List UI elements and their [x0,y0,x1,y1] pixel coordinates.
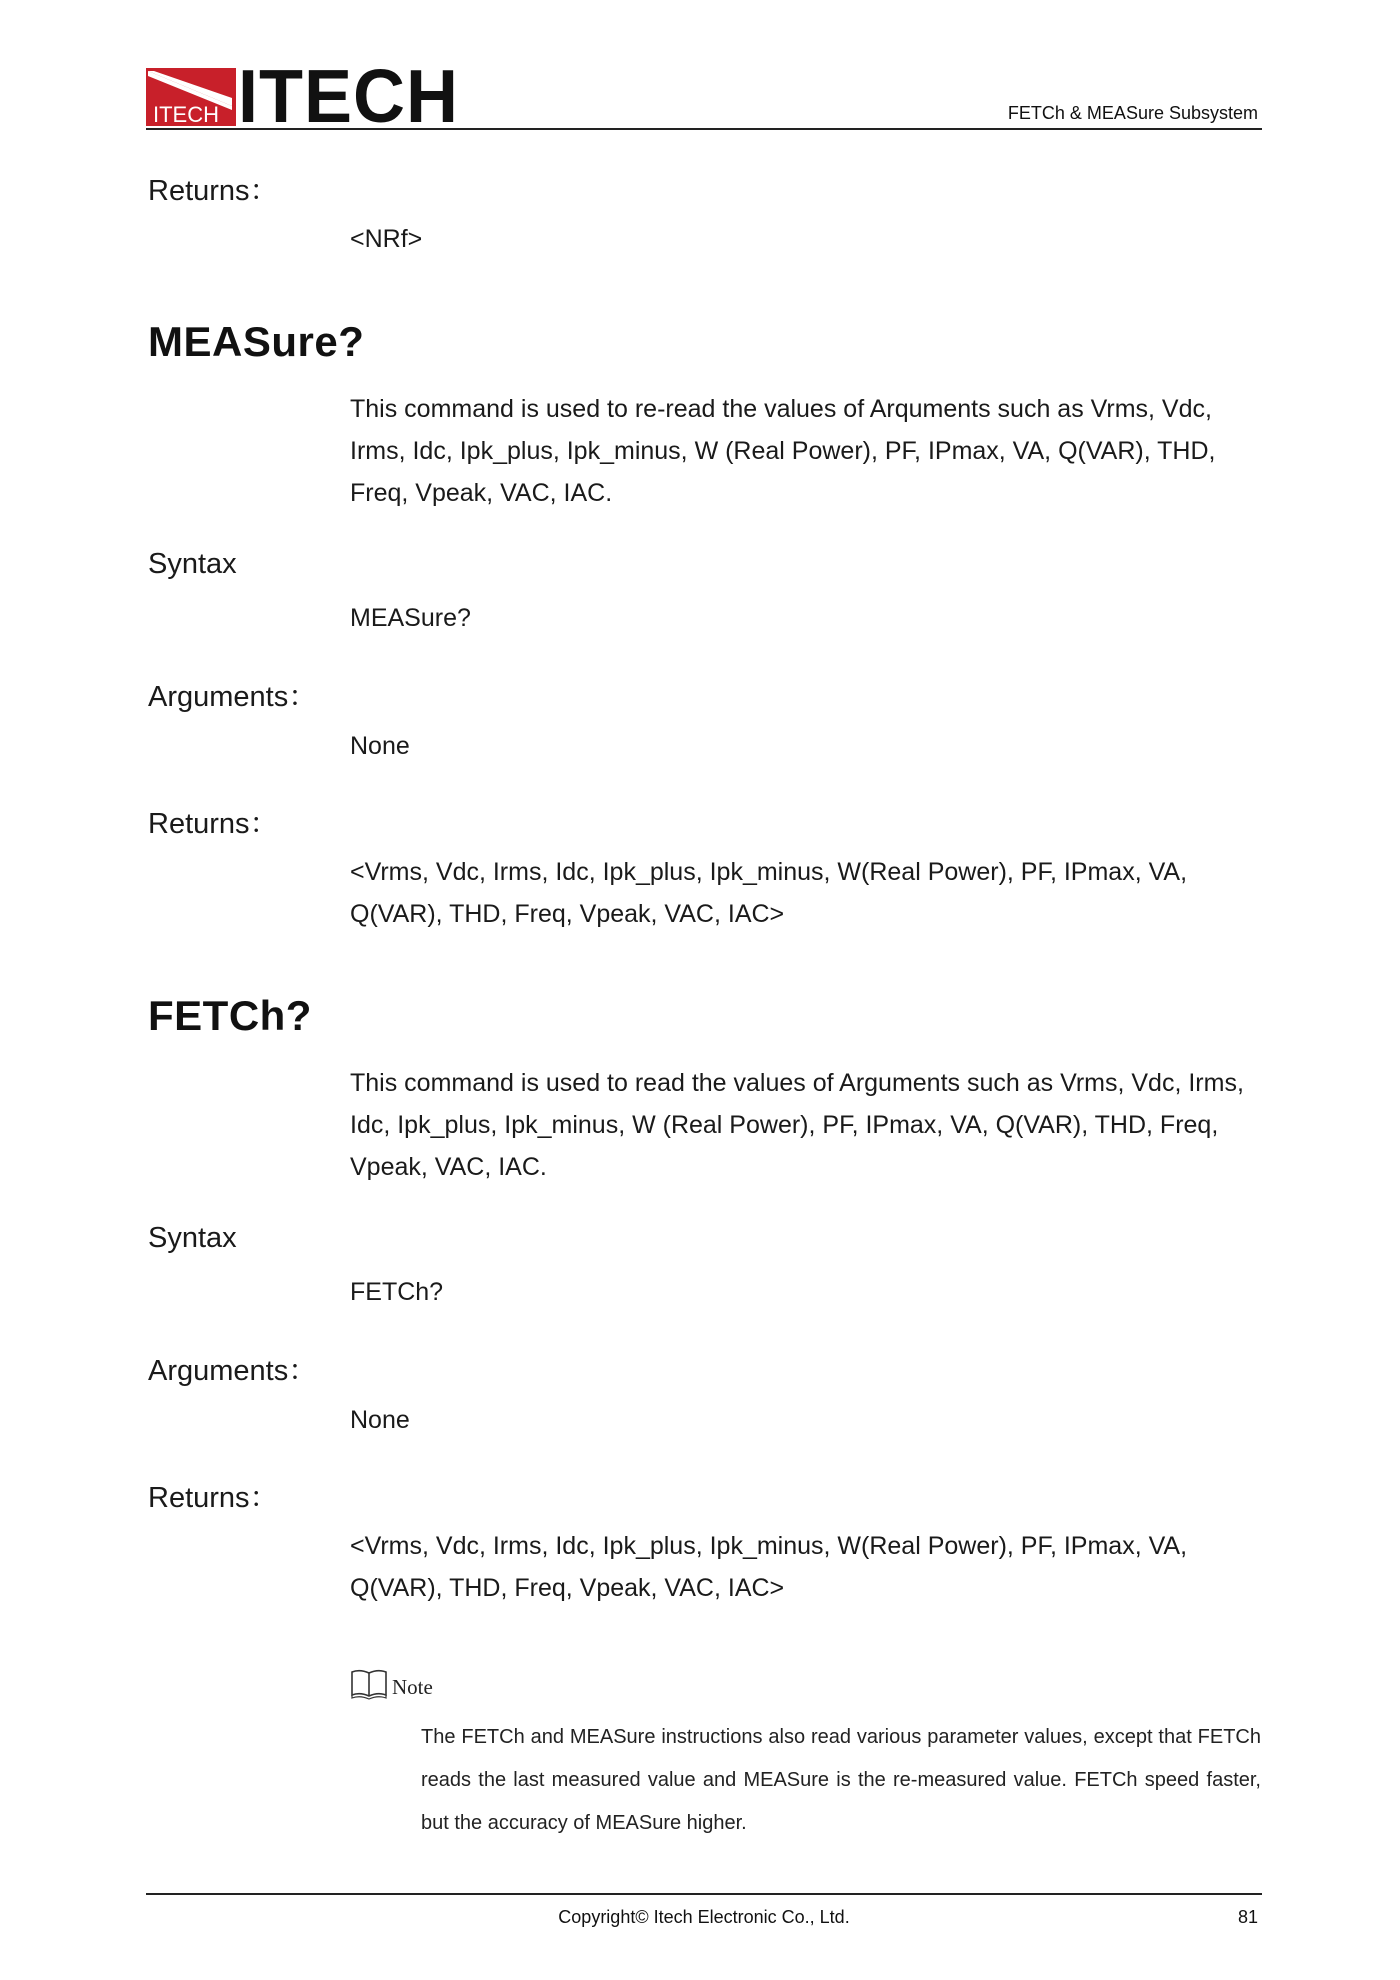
logo-triangle-icon [146,68,236,126]
measure-arguments-value: None [350,732,410,760]
header-section-title: FETCh & MEASure Subsystem [1007,103,1258,123]
measure-arguments-label: Arguments： [148,681,318,713]
page-number: 81 [1237,1907,1258,1927]
fetch-arguments-label: Arguments： [148,1355,318,1387]
measure-syntax-label: Syntax [148,548,237,580]
logo-mark [146,68,236,126]
measure-syntax-value: MEASure? [350,604,471,632]
fetch-arguments-value: None [350,1406,410,1434]
fetch-returns-value: <Vrms, Vdc, Irms, Idc, Ipk_plus, Ipk_minus, W(Real Power), PF, IPmax, VA, Q(VAR), THD, Freq, Vpeak, VAC, IAC> [350,1532,1188,1602]
note-text: The FETCh and MEASure instructions also read various parameter values, except that FETCh reads the last measured value and MEASure is the re-measured value. FETCh speed faster, but the accuracy of MEASure higher. [421,1726,1261,1834]
fetch-returns-label: Returns： [148,1482,279,1514]
prev-returns-label: Returns： [148,175,279,207]
measure-returns-value: <Vrms, Vdc, Irms, Idc, Ipk_plus, Ipk_minus, W(Real Power), PF, IPmax, VA, Q(VAR), THD, Freq, Vpeak, VAC, IAC> [350,858,1188,928]
footer-copyright: Copyright© Itech Electronic Co., Ltd. [558,1907,850,1927]
logo-word: ITECH [238,55,459,139]
measure-heading: MEASure? [148,318,365,365]
fetch-description: This command is used to read the values of Arguments such as Vrms, Vdc, Irms, Idc, Ipk_plus, Ipk_minus, W (Real Power), PF, IPmax, VA, Q(VAR), THD, Freq, Vpeak, VAC, IAC. [350,1069,1244,1181]
measure-returns-label: Returns： [148,808,279,840]
note-header [350,1668,433,1700]
page-header [146,55,1262,139]
fetch-heading: FETCh? [148,992,312,1039]
itech-logo [146,55,459,139]
book-icon [350,1668,388,1700]
note-label: Note [392,1675,433,1699]
measure-description: This command is used to re-read the values of Arquments such as Vrms, Vdc, Irms, Idc, Ipk_plus, Ipk_minus, W (Real Power), PF, IPmax, VA, Q(VAR), THD, Freq, Vpeak, VAC, IAC. [350,395,1216,507]
fetch-syntax-label: Syntax [148,1222,237,1254]
page-footer [146,1893,1262,1935]
fetch-syntax-value: FETCh? [350,1278,444,1306]
prev-returns-value: <NRf> [350,225,423,253]
logo-badge-text: ITECH [153,102,219,126]
